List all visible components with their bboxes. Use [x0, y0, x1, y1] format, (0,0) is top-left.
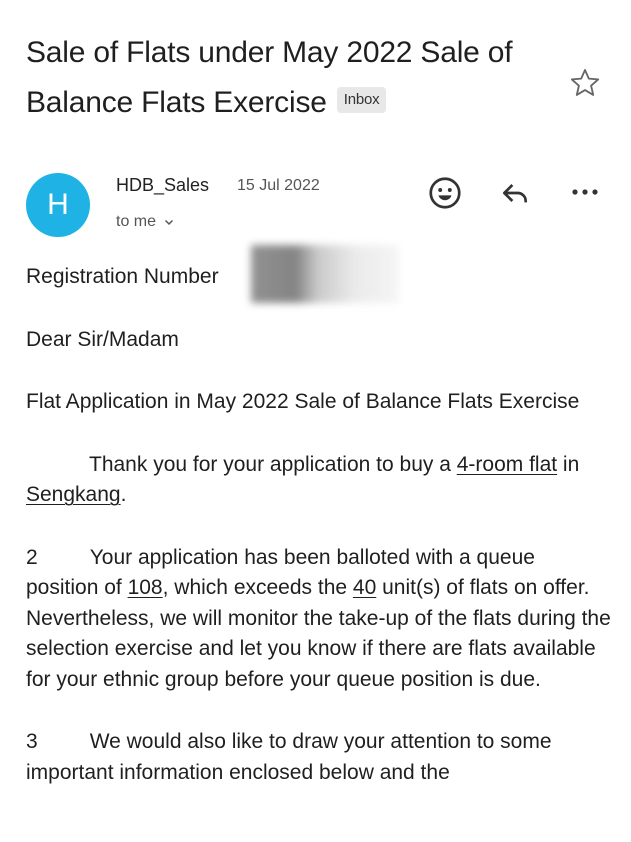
- emoji-icon[interactable]: [427, 175, 463, 216]
- more-options-icon[interactable]: [569, 185, 601, 204]
- chevron-down-icon: [163, 216, 175, 228]
- inbox-label-badge[interactable]: Inbox: [337, 87, 387, 113]
- paragraph-number: 2: [26, 545, 38, 569]
- flat-type-link[interactable]: 4-room flat: [456, 452, 558, 476]
- email-date: 15 Jul 2022: [237, 177, 320, 194]
- reply-icon[interactable]: [497, 177, 533, 214]
- registration-label: Registration Number: [26, 265, 219, 288]
- recipient-text: to me: [116, 213, 157, 230]
- email-body: [26, 262, 611, 788]
- greeting: Dear Sir/Madam: [26, 327, 179, 351]
- units-on-offer: 40: [352, 576, 377, 599]
- email-heading: Flat Application in May 2022 Sale of Balance Flats Exercise: [26, 390, 580, 413]
- queue-position: 108: [127, 576, 163, 599]
- sender-avatar[interactable]: H: [26, 173, 90, 237]
- paragraph-2: 2 Your application has been balloted with a queue position of 108, which exceeds the 40 unit(s) of flats on offer. Nevertheless, we will monitor the take-up of the flats during the selection exercise and let you know if there are flats available for your ethnic group before your queue position is due.: [26, 545, 611, 691]
- subject-text: Sale of Flats under May 2022 Sale of Balance Flats Exercise: [26, 36, 513, 119]
- recipient-details-toggle[interactable]: [116, 213, 175, 231]
- redacted-registration-number: [251, 245, 399, 303]
- email-subject: [26, 28, 556, 128]
- star-icon[interactable]: [568, 66, 602, 100]
- paragraph-number: 3: [26, 730, 38, 753]
- paragraph-1: Thank you for your application to buy a 4-room flat in Sengkang.: [26, 452, 580, 506]
- sender-name[interactable]: HDB_Sales: [116, 175, 210, 195]
- paragraph-3: 3 We would also like to draw your attention to some important information enclosed below and the: [26, 730, 552, 784]
- town-link[interactable]: Sengkang: [26, 483, 121, 506]
